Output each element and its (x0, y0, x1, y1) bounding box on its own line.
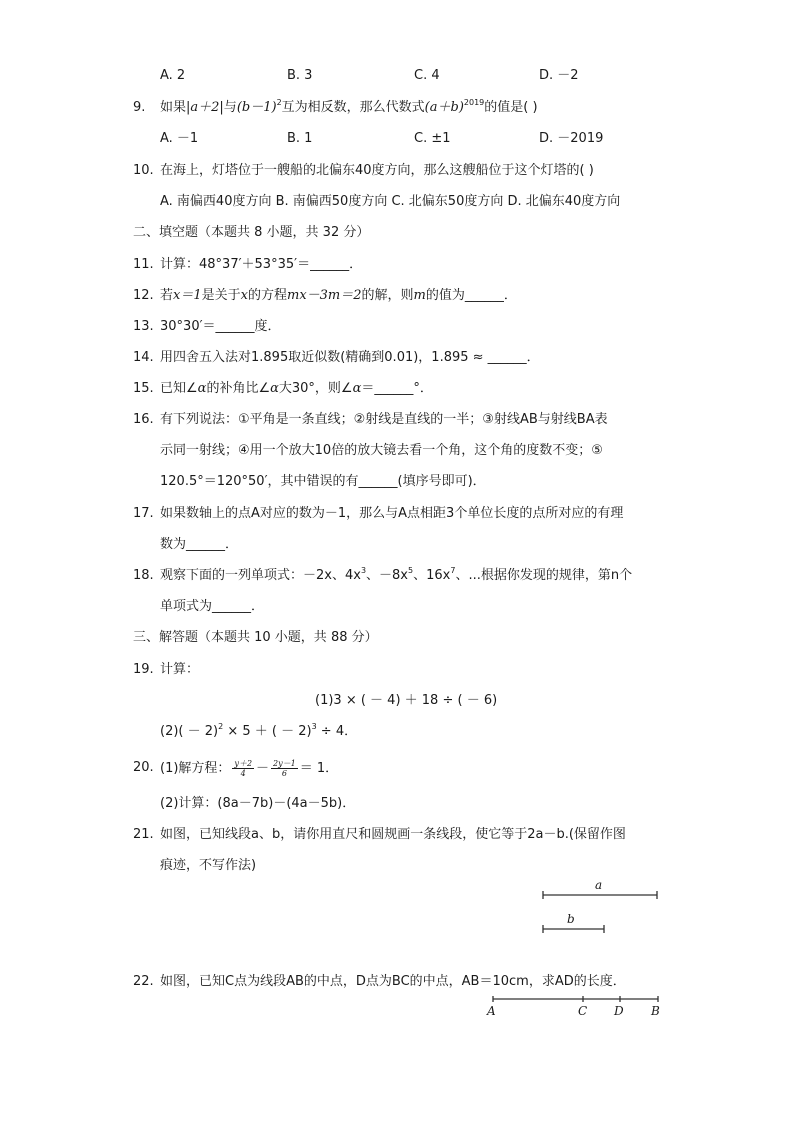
point-a-label: A (487, 1004, 496, 1018)
question-number: 10. (133, 163, 154, 178)
segment-b-label: b (567, 912, 575, 926)
q8-option-c: C. 4 (414, 68, 440, 83)
q9-option-d: D. －2019 (539, 131, 604, 146)
question-text-line2: 数为______． (160, 537, 239, 552)
segment-b (543, 912, 604, 933)
question-text-line1: 如果数轴上的点A对应的数为－1，那么与A点相距3个单位长度的点所对应的有理 (160, 506, 624, 521)
question-text: 用四舍五入法对1.895取近似数(精确到0.01)，1.895 ≈ ______． (160, 350, 540, 365)
section-heading-solve: 三、解答题（本题共 10 小题，共 88 分） (133, 630, 378, 645)
question-number: 12. (133, 288, 154, 303)
question-number: 22. (133, 974, 154, 989)
q8-option-d: D. －2 (539, 68, 579, 83)
fraction: $\frac{2y-1}{6}$ (273, 759, 296, 778)
q9-option-b: B. 1 (287, 131, 313, 146)
point-d-label: D (614, 1004, 624, 1018)
question-text: 如果|a＋2|与$(b-1)^2$互为相反数，那么代数式$(a+b)^{2019}$的值是( ) (160, 98, 538, 115)
question-text-line2: 单项式为______． (160, 599, 265, 614)
question-number: 13. (133, 319, 154, 334)
question-text: 计算： (160, 662, 200, 677)
question-text: 在海上，灯塔位于一艘船的北偏东40度方向，那么这艘船位于这个灯塔的( ) (160, 163, 594, 178)
segment-a-label: a (595, 878, 603, 892)
question-number: 18. (133, 568, 154, 583)
question-number: 20. (133, 760, 154, 775)
q9-option-c: C. ±1 (414, 131, 451, 146)
question-text-line2: 痕迹，不写作法) (160, 858, 257, 873)
question-text: 如图，已知C点为线段AB的中点，D点为BC的中点，AB＝10cm，求AD的长度． (160, 974, 626, 989)
question-text-line1: 观察下面的一列单项式：－2x、$4x^3$、$-8x^5$、$16x^7$、...根据你发现的规律，第n个 (160, 566, 633, 583)
q8-option-b: B. 3 (287, 68, 313, 83)
question-number: 9. (133, 100, 146, 115)
q8-option-a: A. 2 (160, 68, 186, 83)
question-text-line1: 如图，已知线段a、b，请你用直尺和圆规画一条线段，使它等于2a－b.(保留作图 (160, 827, 626, 842)
question-text-line1: 有下列说法：①平角是一条直线；②射线是直线的一半；③射线AB与射线BA表 (160, 412, 608, 427)
q19-part-1: (1)3 × ( － 4) ＋ 18 ÷ ( － 6) (315, 693, 498, 708)
question-number: 21. (133, 827, 154, 842)
segment-a (543, 878, 657, 899)
q20-part-1: (1)解方程： $\frac{y+2}{4}$ － $\frac{2y-1}{6}$ ＝ 1． (160, 759, 339, 778)
question-text: 计算：48°37′＋53°35′＝______． (160, 257, 363, 272)
q20-part-2: (2)计算：(8a－7b)－(4a－5b)． (160, 796, 356, 811)
q10-options: A. 南偏西40度方向 B. 南偏西50度方向 C. 北偏东50度方向 D. 北偏东40度方向 (160, 194, 621, 209)
question-text-line2: 示同一射线；④用一个放大10倍的放大镜去看一个角，这个角的度数不变；⑤ (160, 443, 603, 458)
question-text-line3: 120.5°＝120°50′，其中错误的有______(填序号即可)． (160, 474, 486, 489)
question-number: 14. (133, 350, 154, 365)
section-heading-fill-in: 二、填空题（本题共 8 小题，共 32 分） (133, 225, 370, 240)
point-b-label: B (651, 1004, 660, 1018)
question-number: 11. (133, 257, 154, 272)
question-number: 17. (133, 506, 154, 521)
question-text: 若x＝1是关于x的方程mx－3m＝2的解，则m的值为______． (160, 288, 517, 303)
q19-part-2: $(2)( - 2)^2 \times 5$ ＋ ( － 2)$^3$ ÷ 4． (160, 722, 358, 739)
question-number: 19. (133, 662, 154, 677)
segment-ab-figure (486, 996, 660, 1018)
q9-option-a: A. －1 (160, 131, 199, 146)
question-text: 30°30′＝______度． (160, 319, 281, 334)
question-number: 15. (133, 381, 154, 396)
fraction: $\frac{y+2}{4}$ (234, 759, 253, 778)
question-number: 16. (133, 412, 154, 427)
question-text: 已知∠α的补角比∠α大30°，则∠α＝______°． (160, 381, 433, 396)
point-c-label: C (578, 1004, 588, 1018)
